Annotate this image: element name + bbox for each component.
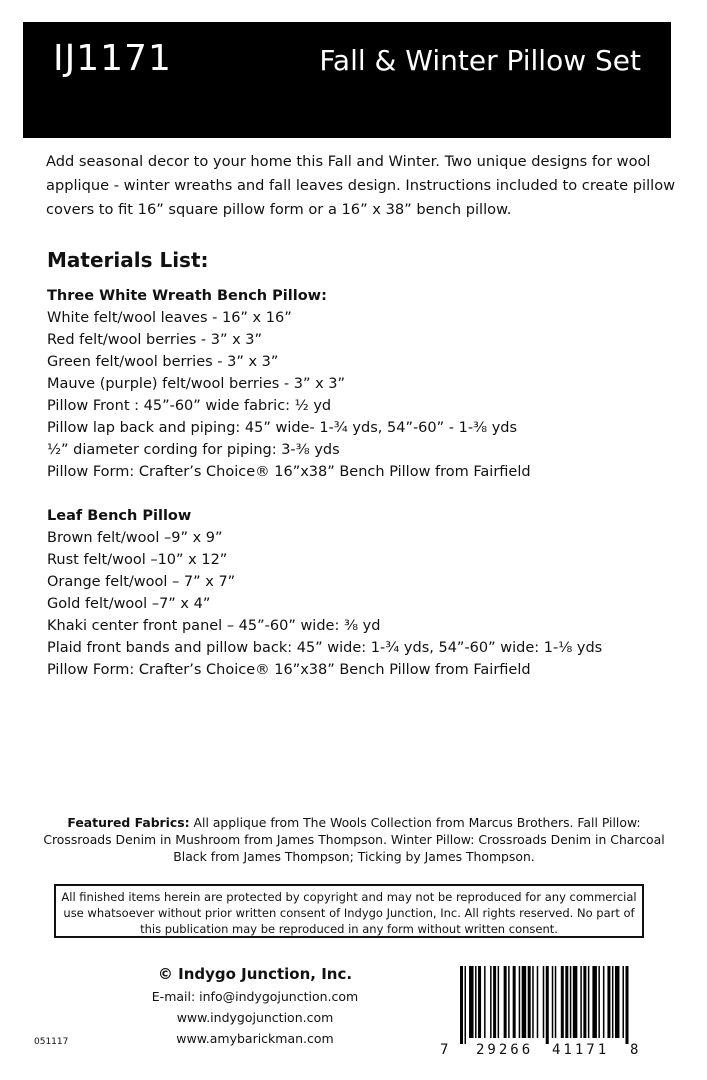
barcode-bar	[508, 966, 510, 1038]
intro-paragraph: Add seasonal decor to your home this Fall and Winter. Two unique designs for wool applique - winter wreaths and fall leaves design. Instructions included to create pillow covers to fit 16” square pillow form or a 16” x 38” bench pillow.	[46, 153, 676, 218]
publisher-block	[130, 962, 380, 1049]
list-item: White felt/wool leaves - 16” x 16”	[47, 310, 292, 326]
list-item: Rust felt/wool –10” x 12”	[47, 552, 228, 568]
header-banner	[23, 22, 671, 138]
list-item: Orange felt/wool – 7” x 7”	[47, 574, 236, 590]
barcode-bar	[546, 966, 549, 1044]
publisher-name: © Indygo Junction, Inc.	[157, 965, 353, 983]
pattern-title: Fall & Winter Pillow Set	[319, 44, 641, 77]
list-item: Pillow Form: Crafter’s Choice® 16”x38” Bench Pillow from Fairfield	[47, 662, 531, 678]
barcode-bar	[490, 966, 492, 1038]
barcode-bar	[583, 966, 586, 1038]
barcode-bar	[532, 966, 534, 1038]
barcode-bar	[573, 966, 578, 1038]
publisher-website-2: www.amybarickman.com	[176, 1031, 334, 1046]
wreath-title: Three White Wreath Bench Pillow:	[47, 288, 327, 304]
barcode-bar	[622, 966, 624, 1038]
barcode-bar	[592, 966, 597, 1038]
barcode-bar	[607, 966, 610, 1038]
list-item: Green felt/wool berries - 3” x 3”	[47, 354, 279, 370]
barcode-bar	[528, 966, 531, 1038]
barcode-group-1: 29266	[476, 1042, 534, 1058]
barcode-bar	[504, 966, 507, 1038]
barcode-bar	[522, 966, 527, 1038]
materials-heading: Materials List:	[47, 248, 209, 272]
publisher-email: E-mail: info@indygojunction.com	[151, 989, 359, 1004]
barcode-bar	[537, 966, 539, 1038]
barcode-lead-digit: 7	[440, 1042, 449, 1058]
barcode-bar	[603, 966, 605, 1038]
barcode-bar	[478, 966, 481, 1038]
list-item: Khaki center front panel – 45”-60” wide: ⅜ yd	[47, 618, 381, 634]
barcode-check-digit: 8	[630, 1042, 639, 1058]
barcode-bar	[561, 966, 564, 1038]
leaf-section	[47, 505, 687, 681]
list-item: Plaid front bands and pillow back: 45” wide: 1-¾ yds, 54”-60” wide: 1-⅛ yds	[47, 640, 603, 656]
leaf-title: Leaf Bench Pillow	[47, 508, 192, 524]
list-item: Pillow lap back and piping: 45” wide- 1-¾ yds, 54”-60” - 1-⅜ yds	[47, 420, 518, 436]
pattern-code: IJ1171	[53, 38, 172, 79]
list-item: Mauve (purple) felt/wool berries - 3” x 3”	[47, 376, 346, 392]
barcode-bar	[543, 966, 545, 1038]
barcode-bar	[580, 966, 582, 1038]
barcode-bar	[612, 966, 614, 1038]
barcode-bar	[493, 966, 496, 1038]
barcode-bars	[460, 966, 630, 1044]
barcode-bar	[519, 966, 521, 1038]
barcode-group-2: 41171	[552, 1042, 610, 1058]
barcode-bar	[469, 966, 474, 1038]
barcode-bar	[513, 966, 516, 1038]
barcode-bar	[465, 966, 467, 1044]
featured-label: Featured Fabrics:	[67, 815, 190, 830]
barcode-bar	[484, 966, 486, 1038]
featured-fabrics	[34, 814, 674, 865]
barcode-bar	[475, 966, 477, 1038]
list-item: Brown felt/wool –9” x 9”	[47, 530, 223, 546]
wreath-section	[47, 285, 687, 483]
copyright-notice: All finished items herein are protected by copyright and may not be reproduced for any commercial use whatsoever without prior written consent of Indygo Junction, Inc. All rights reserved. No part of this publication may be reproduced in any form without written consent.	[54, 884, 644, 938]
barcode-bar	[565, 966, 568, 1038]
barcode-bar	[552, 966, 554, 1038]
barcode	[440, 966, 640, 1064]
barcode-bar	[498, 966, 500, 1038]
list-item: ½” diameter cording for piping: 3-⅜ yds	[47, 442, 340, 458]
barcode-bar	[615, 966, 620, 1038]
barcode-bar	[598, 966, 600, 1038]
featured-text: All applique from The Wools Collection from Marcus Brothers. Fall Pillow: Crossroads Denim in Mushroom from James Thompson. Winter Pillow: Crossroads Denim in Charcoal Black from James Thompson; Ticking by James Thompson.	[43, 815, 665, 864]
barcode-bar	[460, 966, 463, 1044]
publisher-website: www.indygojunction.com	[176, 1010, 334, 1025]
list-item: Gold felt/wool –7” x 4”	[47, 596, 211, 612]
barcode-bar	[555, 966, 557, 1038]
list-item: Pillow Front : 45”-60” wide fabric: ½ yd	[47, 398, 332, 414]
list-item: Red felt/wool berries - 3” x 3”	[47, 332, 263, 348]
item-number: 051117	[34, 1037, 69, 1047]
barcode-bar	[570, 966, 572, 1038]
list-item: Pillow Form: Crafter’s Choice® 16”x38” Bench Pillow from Fairfield	[47, 464, 531, 480]
barcode-bar	[588, 966, 590, 1038]
barcode-bar	[625, 966, 628, 1044]
